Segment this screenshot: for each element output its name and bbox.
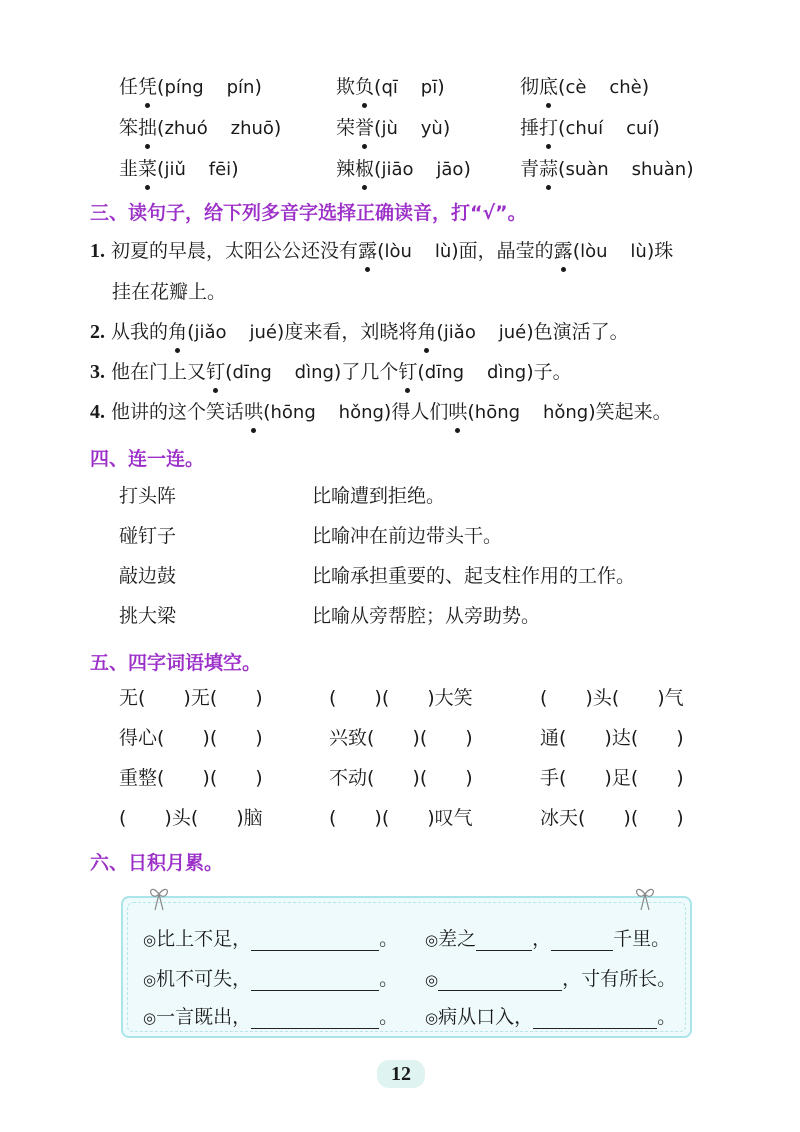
pinyin-option[interactable]: lù [434, 241, 452, 262]
pinyin-option[interactable]: yù [420, 118, 443, 139]
sentence-4: 4. 他讲的这个笑话哄(hōng hǒng)得人们哄(hōng hǒng)笑起来。 [90, 398, 672, 427]
pinyin-option[interactable]: píng [164, 77, 204, 98]
match-left-3[interactable]: 敲边鼓 [119, 565, 177, 587]
accumulation-box [121, 896, 692, 1038]
pinyin-option[interactable]: qī [381, 77, 398, 98]
pinyin-option[interactable]: cè [565, 77, 587, 98]
pinyin-option[interactable]: dìng [486, 362, 527, 383]
idiom-blank[interactable]: 手( )足( ) [540, 767, 684, 789]
pinyin-option[interactable]: hǒng [542, 402, 589, 423]
section-4-heading: 四、连一连。 [90, 448, 205, 470]
pinyin-option[interactable]: jiǎo [443, 322, 476, 343]
pinyin-option[interactable]: pín [226, 77, 255, 98]
match-right-1[interactable]: 比喻遭到拒绝。 [312, 485, 446, 507]
pinyin-option[interactable]: jiǎo [194, 322, 227, 343]
proverb-item: ◎一言既出， 。 [143, 1006, 399, 1028]
pinyin-option[interactable]: jù [381, 118, 398, 139]
match-right-2[interactable]: 比喻冲在前边带头干。 [312, 525, 503, 547]
pinyin-item: 青蒜(suàn shuàn) [520, 155, 694, 184]
pinyin-option[interactable]: fēi [208, 159, 232, 180]
idiom-blank[interactable]: 通( )达( ) [540, 727, 684, 749]
proverb-item: ◎ ，寸有所长。 [425, 968, 677, 990]
fill-blank[interactable] [251, 970, 379, 991]
pinyin-option[interactable]: pī [420, 77, 438, 98]
idiom-blank[interactable]: ( )头( )气 [540, 687, 684, 709]
proverb-item: ◎机不可失， 。 [143, 968, 399, 990]
proverb-item: ◎病从口入， 。 [425, 1006, 677, 1028]
pinyin-option[interactable]: dìng [294, 362, 334, 383]
bullet-icon: ◎ [425, 931, 439, 949]
bullet-icon: ◎ [143, 971, 157, 989]
bullet-icon: ◎ [425, 1009, 439, 1027]
bow-icon [147, 884, 171, 914]
pinyin-item: 任凭(píng pín) [119, 73, 262, 102]
match-right-4[interactable]: 比喻从旁帮腔；从旁助势。 [312, 605, 541, 627]
pinyin-item: 笨拙(zhuó zhuō) [119, 114, 281, 143]
idiom-blank[interactable]: 重整( )( ) [119, 767, 263, 789]
pinyin-item: 彻底(cè chè) [520, 73, 649, 102]
match-right-3[interactable]: 比喻承担重要的、起支柱作用的工作。 [312, 565, 636, 587]
proverb-item: ◎比上不足， 。 [143, 928, 399, 950]
idiom-blank[interactable]: 得心( )( ) [119, 727, 263, 749]
page-number: 12 [377, 1060, 425, 1088]
pinyin-option[interactable]: chuí [565, 118, 604, 139]
match-left-4[interactable]: 挑大梁 [119, 605, 177, 627]
pinyin-item: 荣誉(jù yù) [336, 114, 450, 143]
sentence-2: 2. 从我的角(jiǎo jué)度来看，刘晓将角(jiǎo jué)色演活了。 [90, 318, 629, 347]
fill-blank[interactable] [533, 1008, 657, 1029]
pinyin-option[interactable]: hōng [474, 402, 521, 423]
bullet-icon: ◎ [143, 931, 157, 949]
sentence-1: 1. 初夏的早晨，太阳公公还没有露(lòu lù)面，晶莹的露(lòu lù)珠 [90, 237, 673, 266]
pinyin-option[interactable]: dīng [424, 362, 465, 383]
pinyin-item: 韭菜(jiǔ fēi) [119, 155, 239, 184]
pinyin-option[interactable]: jué [249, 322, 277, 343]
pinyin-option[interactable]: hōng [270, 402, 316, 423]
section-5-heading: 五、四字词语填空。 [90, 652, 262, 674]
idiom-blank[interactable]: 无( )无( ) [119, 687, 263, 709]
idiom-blank[interactable]: ( )( )叹气 [329, 807, 473, 829]
pinyin-option[interactable]: lòu [384, 241, 412, 262]
pinyin-option[interactable]: zhuō [230, 118, 274, 139]
pinyin-option[interactable]: lù [630, 241, 647, 262]
fill-blank[interactable] [438, 970, 562, 991]
idiom-blank[interactable]: ( )( )大笑 [329, 687, 473, 709]
fill-blank[interactable] [551, 930, 613, 951]
section-6-heading: 六、日积月累。 [90, 852, 224, 874]
idiom-blank[interactable]: ( )头( )脑 [119, 807, 263, 829]
pinyin-option[interactable]: shuàn [631, 159, 687, 180]
pinyin-option[interactable]: jiāo [381, 159, 414, 180]
match-left-1[interactable]: 打头阵 [119, 485, 177, 507]
pinyin-option[interactable]: jué [498, 322, 527, 343]
idiom-blank[interactable]: 冰天( )( ) [540, 807, 684, 829]
bow-icon [633, 884, 657, 914]
fill-blank[interactable] [476, 930, 532, 951]
pinyin-option[interactable]: jāo [436, 159, 464, 180]
idiom-blank[interactable]: 不动( )( ) [329, 767, 473, 789]
pinyin-option[interactable]: lòu [580, 241, 608, 262]
pinyin-item: 辣椒(jiāo jāo) [336, 155, 471, 184]
section-3-heading: 三、读句子，给下列多音字选择正确读音，打“√”。 [90, 202, 527, 224]
fill-blank[interactable] [251, 930, 379, 951]
pinyin-option[interactable]: zhuó [164, 118, 208, 139]
match-left-2[interactable]: 碰钉子 [119, 525, 177, 547]
sentence-3: 3. 他在门上又钉(dīng dìng)了几个钉(dīng dìng)子。 [90, 358, 572, 387]
idiom-blank[interactable]: 兴致( )( ) [329, 727, 473, 749]
bullet-icon: ◎ [143, 1009, 157, 1027]
pinyin-option[interactable]: hǒng [338, 402, 384, 423]
bullet-icon: ◎ [425, 971, 439, 989]
pinyin-item: 欺负(qī pī) [336, 73, 445, 102]
pinyin-option[interactable]: chè [609, 77, 642, 98]
pinyin-option[interactable]: suàn [565, 159, 609, 180]
sentence-1-continued: 挂在花瓣上。 [112, 281, 227, 303]
pinyin-option[interactable]: dīng [232, 362, 272, 383]
pinyin-option[interactable]: cuí [626, 118, 653, 139]
pinyin-option[interactable]: jiǔ [164, 159, 186, 180]
pinyin-item: 捶打(chuí cuí) [520, 114, 660, 143]
fill-blank[interactable] [251, 1008, 379, 1029]
proverb-item: ◎差之 ， 千里。 [425, 928, 671, 950]
